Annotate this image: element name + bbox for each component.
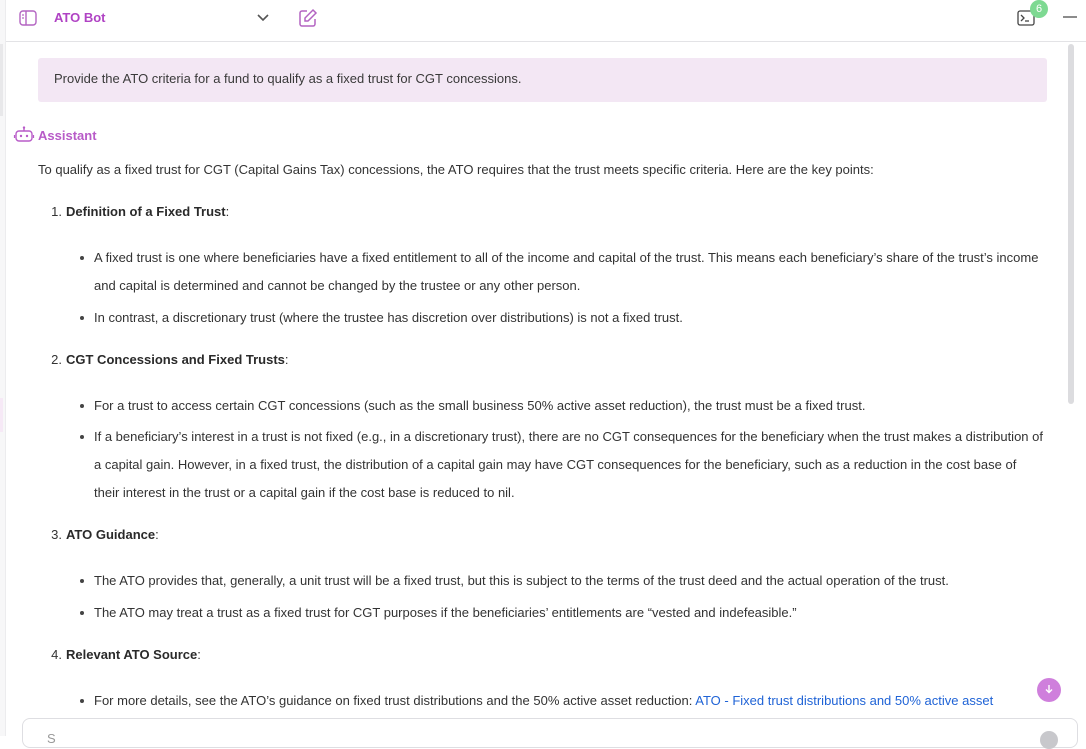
list-item: If a beneficiary’s interest in a trust is not fixed (e.g., in a discretionary trust), there are no CGT consequences for the beneficiary when the trust makes a distribution of a capital gain. However, in a fixed trust, the distribution of a capital gain may have CGT consequences for the beneficiary, such as a reduction in the cost base of their interest in the trust or a capital gain if the cost base is reduced to nil. [94,423,1044,507]
list-item: For a trust to access certain CGT concessions (such as the small business 50% active asset reduction), the trust must be a fixed trust. [94,392,1044,420]
strip-marker [0,44,3,116]
list-item: A fixed trust is one where beneficiaries have a fixed entitlement to all of the income and capital of the trust. This means each beneficiary’s share of the trust’s income and capital is determined and cannot be changed by the trustee or any other person. [94,244,1044,300]
composer-input[interactable]: S [47,731,56,746]
left-panel-strip [0,0,6,736]
section-heading: 4. Relevant ATO Source: [51,647,201,662]
user-message: Provide the ATO criteria for a fund to qualify as a fixed trust for CGT concessions. [38,58,1047,102]
robot-icon [14,126,34,145]
list-item: For more details, see the ATO’s guidance on fixed trust distributions and the 50% active asset reduction: ATO - Fixed trust distributions and 50% active asset [94,687,1044,715]
assistant-message [38,160,1048,708]
chevron-down-icon[interactable] [254,9,272,27]
scrollbar[interactable] [1068,44,1074,404]
section-heading: 3. ATO Guidance: [51,527,159,542]
list-item: The ATO may treat a trust as a fixed trust for CGT purposes if the beneficiaries’ entitlements are “vested and indefeasible.” [94,599,1044,627]
ato-source-link[interactable]: ATO - Fixed trust distributions and 50% active asset [695,693,994,708]
arrow-down-icon [1044,681,1054,699]
assistant-label-text: Assistant [38,128,97,143]
send-button[interactable] [1040,731,1058,749]
intro-paragraph: To qualify as a fixed trust for CGT (Capital Gains Tax) concessions, the ATO requires that the trust meets specific criteria. Here are the key points: [38,162,874,177]
list-item: The ATO provides that, generally, a unit trust will be a fixed trust, but this is subject to the terms of the trust deed and the actual operation of the trust. [94,567,1044,595]
assistant-label [14,126,97,145]
chat-header [6,0,1086,42]
message-composer[interactable] [22,718,1078,748]
strip-marker [0,398,3,432]
scroll-down-button[interactable] [1037,678,1061,702]
list-item: In contrast, a discretionary trust (where the trustee has discretion over distributions) is not a fixed trust. [94,304,1044,332]
section-heading: 2. CGT Concessions and Fixed Trusts: [51,352,289,367]
edit-icon[interactable] [297,7,319,29]
sidebar-toggle-icon[interactable] [18,8,38,28]
bot-title[interactable]: ATO Bot [54,10,106,25]
notification-badge: 6 [1030,0,1048,18]
section-heading: 1. Definition of a Fixed Trust: [51,204,230,219]
minimize-icon[interactable] [1061,8,1079,26]
